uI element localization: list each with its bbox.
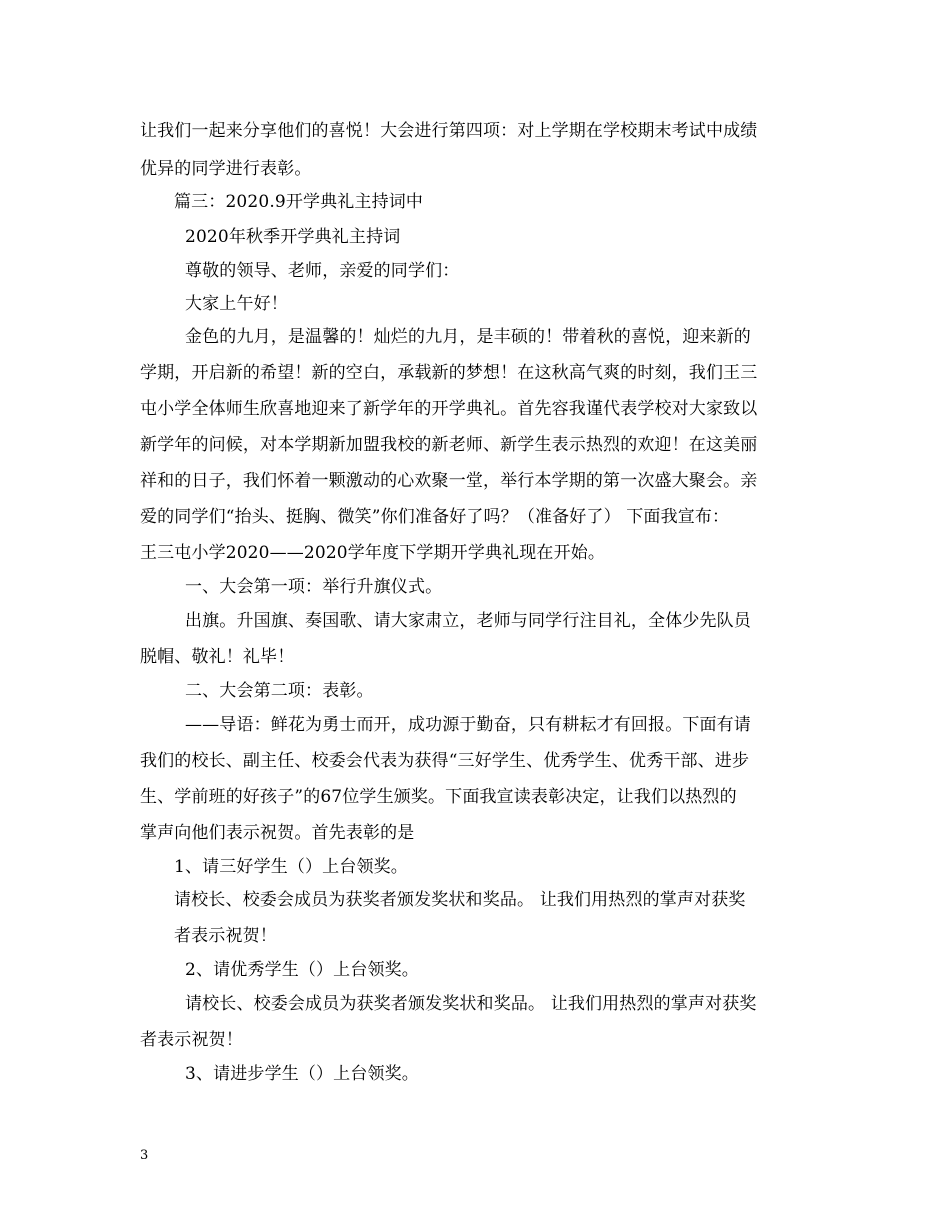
agenda-item-heading: 一、大会第一项：举行升旗仪式。 [185,577,443,597]
text-line: 请校长、校委会成员为获奖者颁发奖状和奖品。 让我们用热烈的掌声对获奖 [174,890,746,910]
text-line: 让我们一起来分享他们的喜悦！大会进行第四项：对上学期在学校期末考试中成绩 [140,121,758,141]
text-line: 请校长、校委会成员为获奖者颁发奖状和奖品。 让我们用热烈的掌声对获奖 [185,994,757,1014]
text-line: 金色的九月，是温馨的！灿烂的九月，是丰硕的！带着秋的喜悦，迎来新的 [185,327,751,347]
text-line: 出旗。升国旗、奏国歌、请大家肃立，老师与同学行注目礼，全体少先队员 [185,611,751,631]
text-line: 脱帽、敬礼！礼毕！ [140,647,295,667]
list-item: 2、请优秀学生（）上台领奖。 [185,960,419,980]
text-line: 优异的同学进行表彰。 [140,159,312,179]
list-item: 3、请进步学生（）上台领奖。 [185,1064,419,1084]
text-line: 者表示祝贺！ [140,1030,243,1050]
document-title: 2020年秋季开学典礼主持词 [185,227,401,247]
agenda-item-heading: 二、大会第二项：表彰。 [185,681,374,701]
text-line: 爱的同学们“抬头、挺胸、微笑”你们准备好了吗？（准备好了） 下面我宣布： [140,507,730,527]
greeting: 大家上午好！ [185,294,288,314]
text-line: 者表示祝贺！ [174,926,277,946]
text-line: 屯小学全体师生欣喜地迎来了新学年的开学典礼。首先容我谨代表学校对大家致以 [140,399,758,419]
text-line: 生、学前班的好孩子”的67位学生颁奖。下面我宣读表彰决定，让我们以热烈的 [140,787,737,807]
text-line: 王三屯小学2020——2020学年度下学期开学典礼现在开始。 [140,543,606,563]
page-number: 3 [140,1148,149,1163]
list-item: 1、请三好学生（）上台领奖。 [174,857,408,877]
text-line: 学期，开启新的希望！新的空白，承载新的梦想！在这秋高气爽的时刻，我们王三 [140,363,758,383]
section-heading: 篇三：2020.9开学典礼主持词中 [174,192,424,212]
salutation: 尊敬的领导、老师，亲爱的同学们： [185,261,460,281]
text-line: 新学年的问候，对本学期新加盟我校的新老师、新学生表示热烈的欢迎！在这美丽 [140,435,758,455]
text-line: ——导语：鲜花为勇士而开，成功源于勤奋，只有耕耘才有回报。下面有请 [185,715,751,735]
text-line: 掌声向他们表示祝贺。首先表彰的是 [140,823,415,843]
text-line: 我们的校长、副主任、校委会代表为获得“三好学生、优秀学生、优秀干部、进步 [140,751,750,771]
text-line: 祥和的日子，我们怀着一颗激动的心欢聚一堂，举行本学期的第一次盛大聚会。亲 [140,471,758,491]
